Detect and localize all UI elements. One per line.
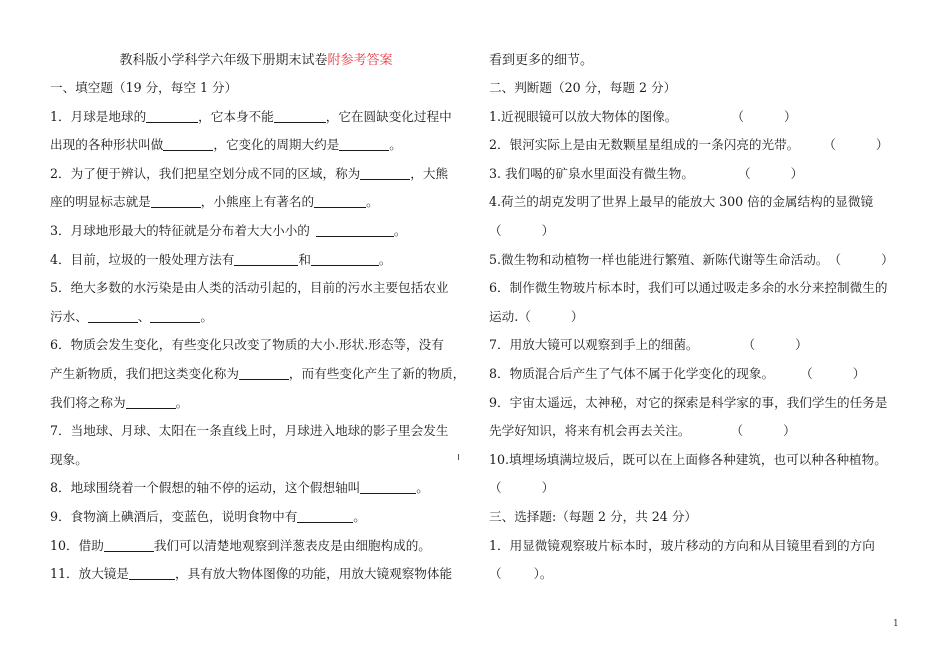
- judge-1: 1.近视眼镜可以放大物体的图像。 （ ）: [489, 108, 797, 124]
- judge-5: 5.微生物和动植物一样也能进行繁殖、新陈代谢等生命活动。（ ）: [489, 251, 894, 267]
- q5-line2: 污水、 、 。: [50, 308, 213, 324]
- q1-line2: 出现的各种形状叫做 ，它变化的周期大约是 。: [50, 137, 402, 153]
- judge-7: 7．用放大镜可以观察到手上的细菌。 （ ）: [489, 337, 808, 353]
- judge-4: 4.荷兰的胡克发明了世界上最早的能放大 300 倍的金属结构的显微镜: [489, 194, 874, 210]
- judge-6: 6．制作微生物玻片标本时，我们可以通过吸走多余的水分来控制微生的: [489, 280, 888, 296]
- q6-line3: 我们将之称为 。: [50, 394, 189, 410]
- q11-continued: 看到更多的细节。: [489, 53, 594, 68]
- judge-6-cont: 运动.（ ）: [489, 308, 584, 324]
- q7-line2: 现象。: [50, 451, 88, 467]
- q5-line1: 5．绝大多数的水污染是由人类的活动引起的，目前的污水主要包括农业: [50, 280, 449, 296]
- choice-1-paren: （ ）。: [489, 566, 553, 582]
- judge-10: 10.填埋场填满垃圾后，既可以在上面修各种建筑，也可以种各种植物。: [489, 451, 887, 467]
- section2-heading: 二、判断题（20 分，每题 2 分）: [489, 80, 677, 95]
- q2-line1: 2．为了便于辨认，我们把星空划分成不同的区域，称为 ，大熊: [50, 165, 449, 181]
- title-accent: 附参考答案: [327, 53, 393, 68]
- section3-heading: 三、选择题:（每题 2 分，共 24 分）: [489, 508, 698, 524]
- q6-line2: 产生新物质，我们把这类变化称为 ，而有些变化产生了新的物质，: [50, 365, 466, 381]
- judge-3: 3. 我们喝的矿泉水里面没有微生物。 （ ）: [489, 165, 804, 181]
- q9: 9．食物滴上碘酒后，变蓝色，说明食物中有 。: [50, 508, 366, 524]
- q7-line1: 7．当地球、月球、太阳在一条直线上时，月球进入地球的影子里会发生: [50, 423, 449, 439]
- judge-4-paren: （ ）: [489, 222, 555, 238]
- q2-line2: 座的明显标志就是 ，小熊座上有著名的 。: [50, 194, 379, 210]
- judge-8: 8．物质混合后产生了气体不属于化学变化的现象。 （ ）: [489, 365, 866, 381]
- choice-1: 1．用显微镜观察玻片标本时，玻片移动的方向和从目镜里看到的方向: [489, 537, 875, 553]
- q8: 8．地球围绕着一个假想的轴不停的运动，这个假想轴叫 。: [50, 480, 429, 496]
- q11-line1: 11．放大镜是 ，具有放大物体图像的功能，用放大镜观察物体能: [50, 566, 453, 582]
- judge-9: 9．宇宙太遥远，太神秘，对它的探索是科学家的事，我们学生的任务是: [489, 394, 888, 410]
- left-column: [50, 48, 466, 589]
- document-title: [50, 48, 462, 74]
- page-number: 1: [893, 619, 899, 629]
- right-column: [489, 48, 909, 589]
- section1-heading: 一、填空题（19 分，每空 1 分）: [50, 80, 238, 95]
- judge-9-cont: 先学好知识，将来有机会再去关注。 （ ）: [489, 423, 796, 439]
- q6-line1: 6．物质会发生变化，有些变化只改变了物质的大小.形状.形态等，没有: [50, 337, 444, 353]
- judge-10-paren: （ ）: [489, 480, 555, 496]
- title-main: 教科版小学科学六年级下册期末试卷: [119, 53, 328, 68]
- q10: 10．借助 我们可以清楚地观察到洋葱表皮是由细胞构成的。: [50, 537, 431, 553]
- margin-mark: [458, 454, 460, 460]
- q4: 4．目前，垃圾的一般处理方法有 和 。: [50, 251, 392, 267]
- q3: 3．月球地形最大的特征就是分布着大大小小的 。: [50, 222, 407, 238]
- q1-line1: 1．月球是地球的 ，它本身不能 ，它在圆缺变化过程中: [50, 108, 452, 124]
- judge-2: 2．银河实际上是由无数颗星星组成的一条闪亮的光带。 （ ）: [489, 137, 889, 153]
